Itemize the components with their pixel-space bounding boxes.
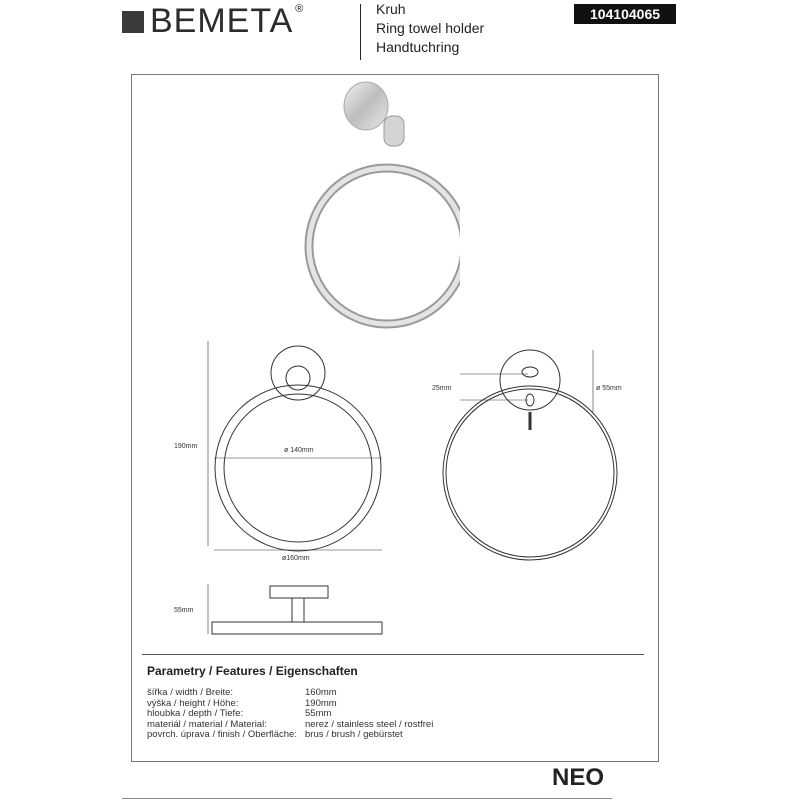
registered-mark: ® (295, 3, 304, 15)
depth-dimension: 55mm (174, 607, 194, 614)
logo-text: BEMETA (150, 2, 294, 40)
inner-diameter-dimension: ø 140mm (284, 447, 314, 454)
features-divider (142, 654, 644, 655)
feature-label: hloubka / depth / Tiefe: (147, 708, 244, 719)
feature-value: nerez / stainless steel / rostfrei (305, 718, 434, 730)
features-title: Parametry / Features / Eigenschaften (147, 664, 358, 678)
feature-value: 55mm (305, 708, 332, 719)
logo-mark (122, 11, 144, 33)
product-name-en: Ring towel holder (376, 20, 485, 36)
feature-label: povrch. úprava / finish / Oberfläche: (147, 729, 297, 740)
product-code-badge: 104104065 (574, 4, 676, 24)
feature-row (147, 730, 433, 741)
feature-row (147, 688, 433, 699)
side-view (208, 584, 382, 634)
footer-line (122, 798, 612, 799)
rosette-photo (344, 82, 388, 130)
feature-label: výška / height / Höhe: (147, 697, 239, 709)
front-view (208, 341, 382, 551)
feature-value: brus / brush / gebürstet (305, 729, 403, 740)
feature-label: šířka / width / Breite: (147, 687, 234, 698)
fixing-offset-dimension: 25mm (432, 385, 452, 392)
product-photo (300, 80, 460, 340)
feature-label: materiál / material / Material: (147, 718, 267, 730)
features-table (147, 688, 433, 741)
technical-drawings (130, 330, 660, 650)
product-names (376, 0, 484, 57)
series-name: NEO (552, 764, 605, 791)
height-dimension: 190mm (174, 443, 198, 450)
feature-value: 160mm (305, 687, 337, 698)
rear-view (443, 350, 617, 560)
arm-photo (384, 116, 404, 146)
product-name-cz: Kruh (376, 1, 406, 17)
feature-value: 190mm (305, 697, 337, 709)
product-name-de: Handtuchring (376, 39, 460, 55)
rosette-diameter-dimension: ø 55mm (596, 385, 622, 392)
header-divider (360, 4, 361, 60)
outer-diameter-dimension: ø160mm (282, 555, 310, 562)
brand-logo (122, 2, 303, 40)
feature-row (147, 709, 433, 720)
